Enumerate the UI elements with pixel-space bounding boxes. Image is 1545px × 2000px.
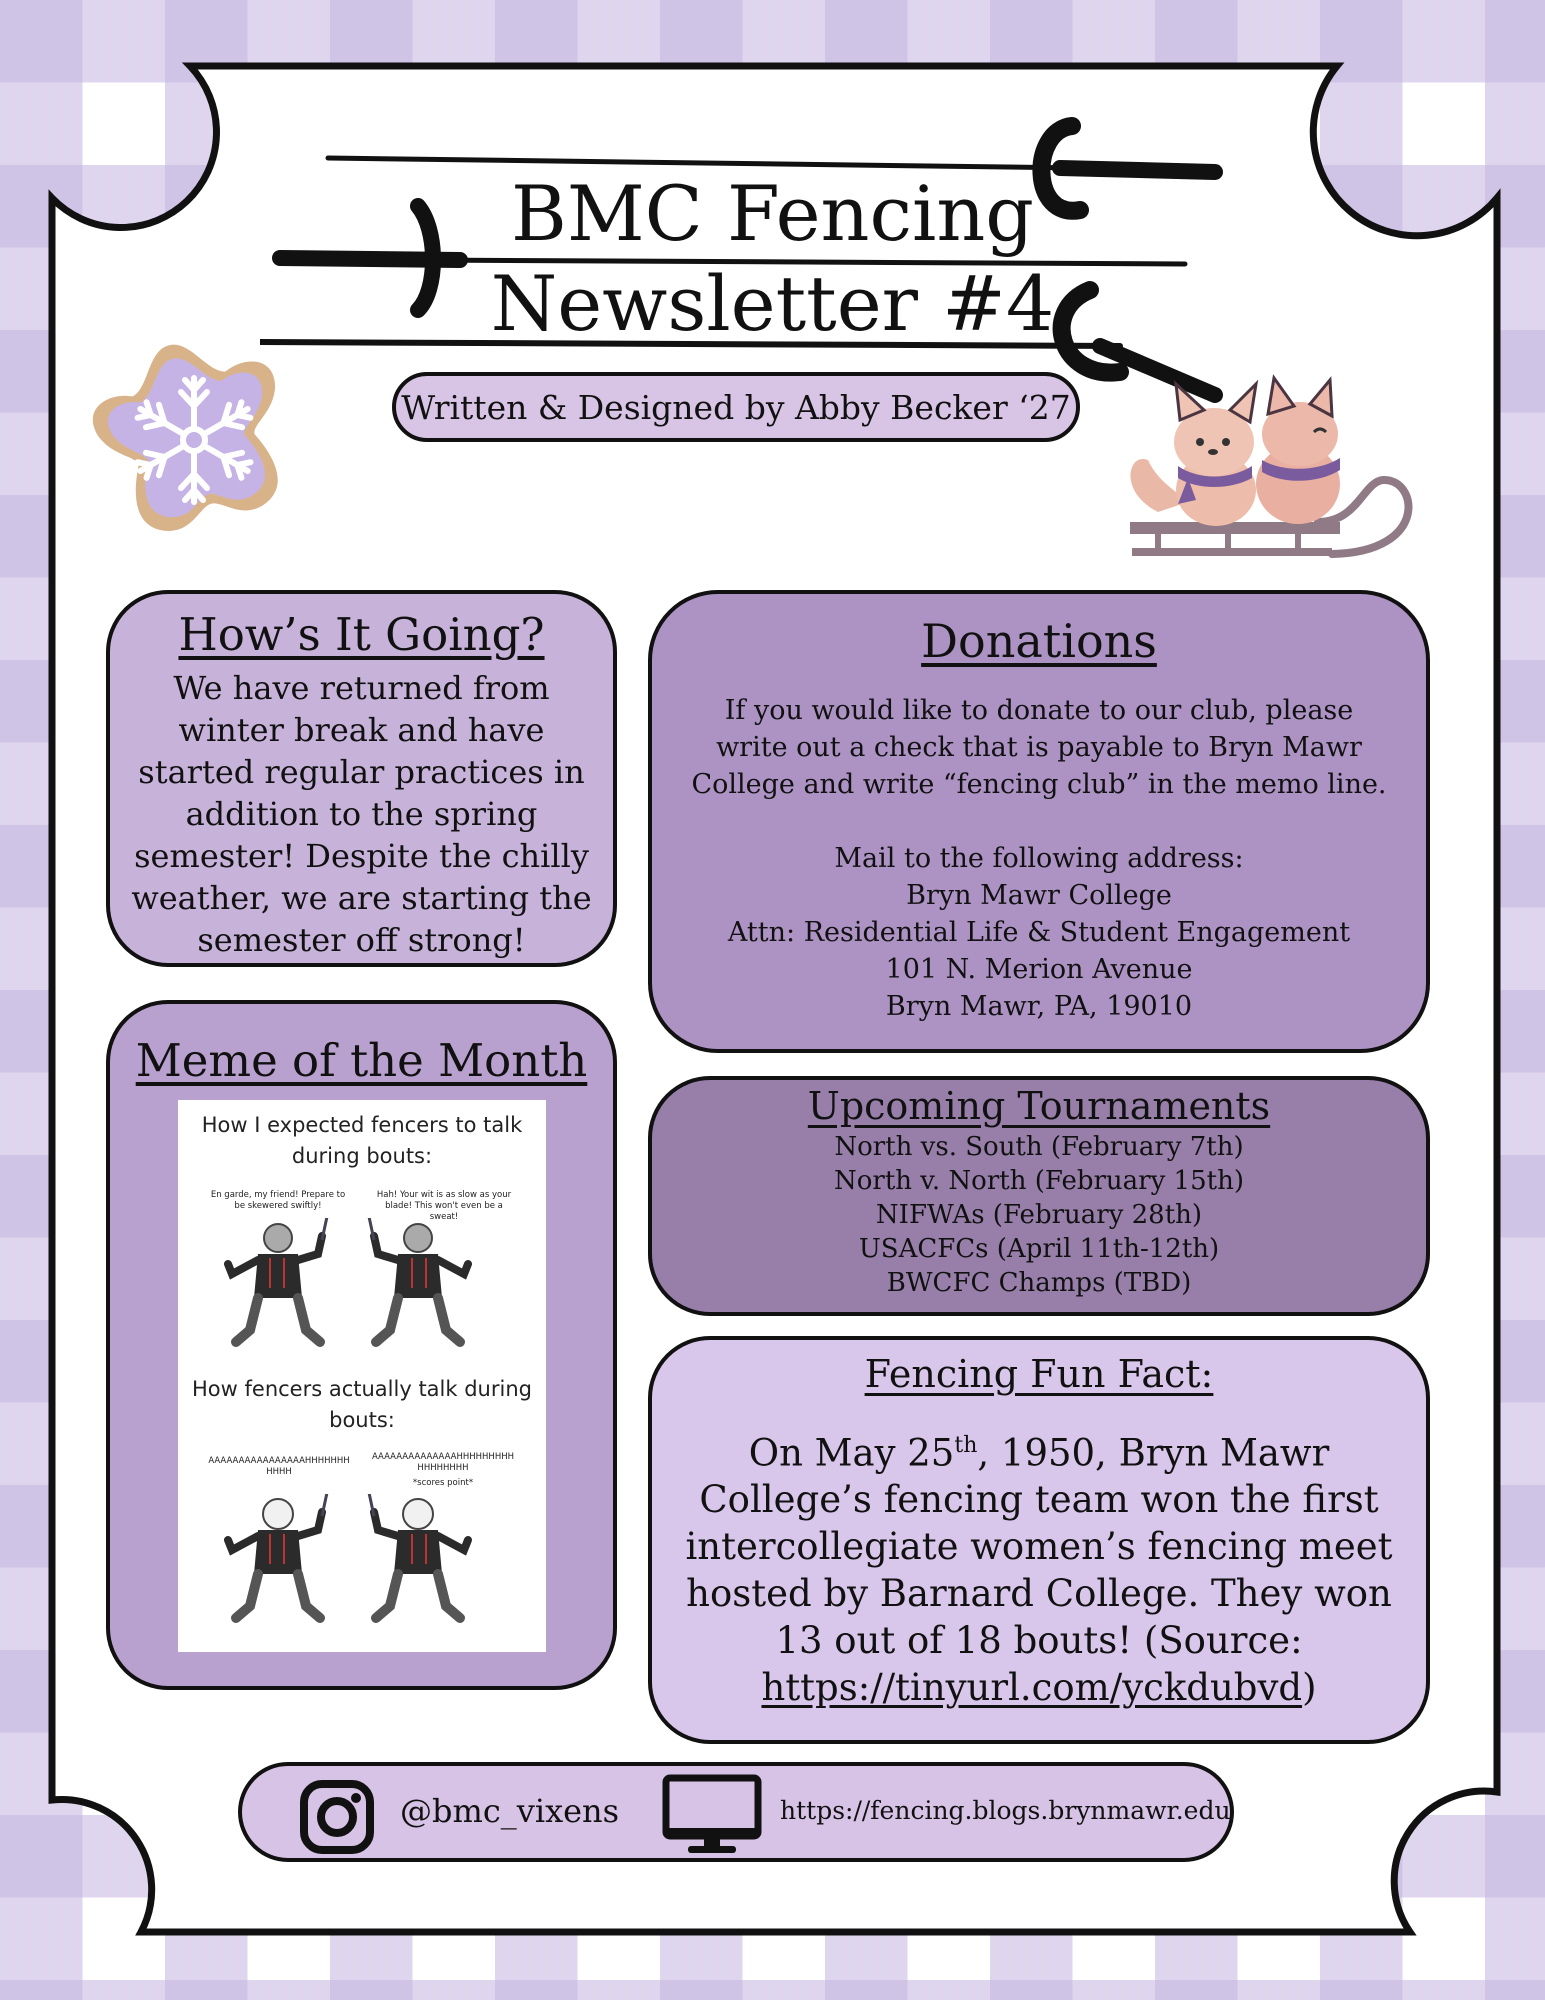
tournament-item: NIFWAs (February 28th) <box>875 1200 1203 1230</box>
hows-it-going-panel <box>106 590 617 967</box>
fun-fact-panel <box>648 1336 1430 1744</box>
tournament-item: USACFCs (April 11th-12th) <box>858 1234 1220 1264</box>
tournament-item: North v. North (February 15th) <box>834 1166 1244 1196</box>
meme-bubble-right-bottom: AAAAAAAAAAAAAAHHHHHHHHHHHHHHHHH <box>371 1452 514 1473</box>
fun-fact-heading: Fencing Fun Fact: <box>864 1352 1214 1396</box>
meme-bubble-left-top: En garde, my friend! Prepare to be skewered swiftly! <box>210 1190 346 1211</box>
newsletter-title-line2: Newsletter #4 <box>490 259 1055 348</box>
meme-caption-top: How I expected fencers to talk during bouts: <box>201 1113 523 1168</box>
donations-heading: Donations <box>921 614 1157 668</box>
address-line: Bryn Mawr, PA, 19010 <box>885 991 1193 1022</box>
hows-it-going-heading: How’s It Going? <box>178 608 545 661</box>
meme-image <box>178 1100 546 1652</box>
newsletter-title-line1: BMC Fencing <box>511 169 1034 258</box>
fun-fact-source-link[interactable]: https://tinyurl.com/yckdubvd <box>761 1666 1303 1710</box>
address-line: 101 N. Merion Avenue <box>885 954 1193 985</box>
computer-monitor-icon <box>662 1774 762 1858</box>
meme-bubble-right-bottom-note: *scores point* <box>412 1478 474 1488</box>
donations-panel <box>648 590 1430 1053</box>
fun-fact-text: On May 25th, 1950, Bryn Mawr College’s fencing team won the first intercollegiate women’s fencing meet hosted by Barnard College. They won 13 out of 18 bouts! (Source: https://tinyurl.com/yckdubvd) <box>685 1431 1393 1710</box>
foxes-on-sled-illustration <box>1118 372 1438 572</box>
meme-bubble-left-bottom: AAAAAAAAAAAAAAAAHHHHHHHHHHH <box>208 1456 350 1477</box>
website-link[interactable]: https://fencing.blogs.brynmawr.edu <box>780 1796 1231 1825</box>
fencer-illustration-top <box>218 1218 518 1348</box>
meme-heading: Meme of the Month <box>135 1034 588 1087</box>
tournaments-heading: Upcoming Tournaments <box>807 1084 1271 1128</box>
donations-mail-intro: Mail to the following address: <box>834 843 1244 874</box>
instagram-icon[interactable] <box>298 1778 376 1856</box>
donations-paragraph: If you would like to donate to our club, please write out a check that is payable to Bryn Mawr College and write “fencing club” in the memo line. <box>691 695 1387 800</box>
address-line: Bryn Mawr College <box>906 880 1172 911</box>
tournament-item: BWCFC Champs (TBD) <box>886 1268 1192 1298</box>
tournament-item: North vs. South (February 7th) <box>834 1132 1244 1162</box>
tournaments-panel <box>648 1076 1430 1316</box>
byline-badge: Written & Designed by Abby Becker ‘27 <box>392 372 1080 442</box>
snowflake-cookie-icon <box>84 330 304 550</box>
meme-panel <box>106 1000 617 1690</box>
instagram-handle[interactable]: @bmc_vixens <box>400 1792 620 1830</box>
hows-it-going-body: We have returned from winter break and have started regular practices in addition to the spring semester! Despite the chilly weather, we are starting the semester off strong! <box>131 669 592 959</box>
fencer-illustration-bottom <box>218 1494 518 1628</box>
footer-bar <box>238 1762 1234 1862</box>
address-line: Attn: Residential Life & Student Engagement <box>727 917 1351 948</box>
meme-caption-bottom: How fencers actually talk during bouts: <box>192 1377 532 1432</box>
meme-bubble-right-top: Hah! Your wit is as slow as your blade! This won't even be a sweat! <box>376 1190 512 1222</box>
